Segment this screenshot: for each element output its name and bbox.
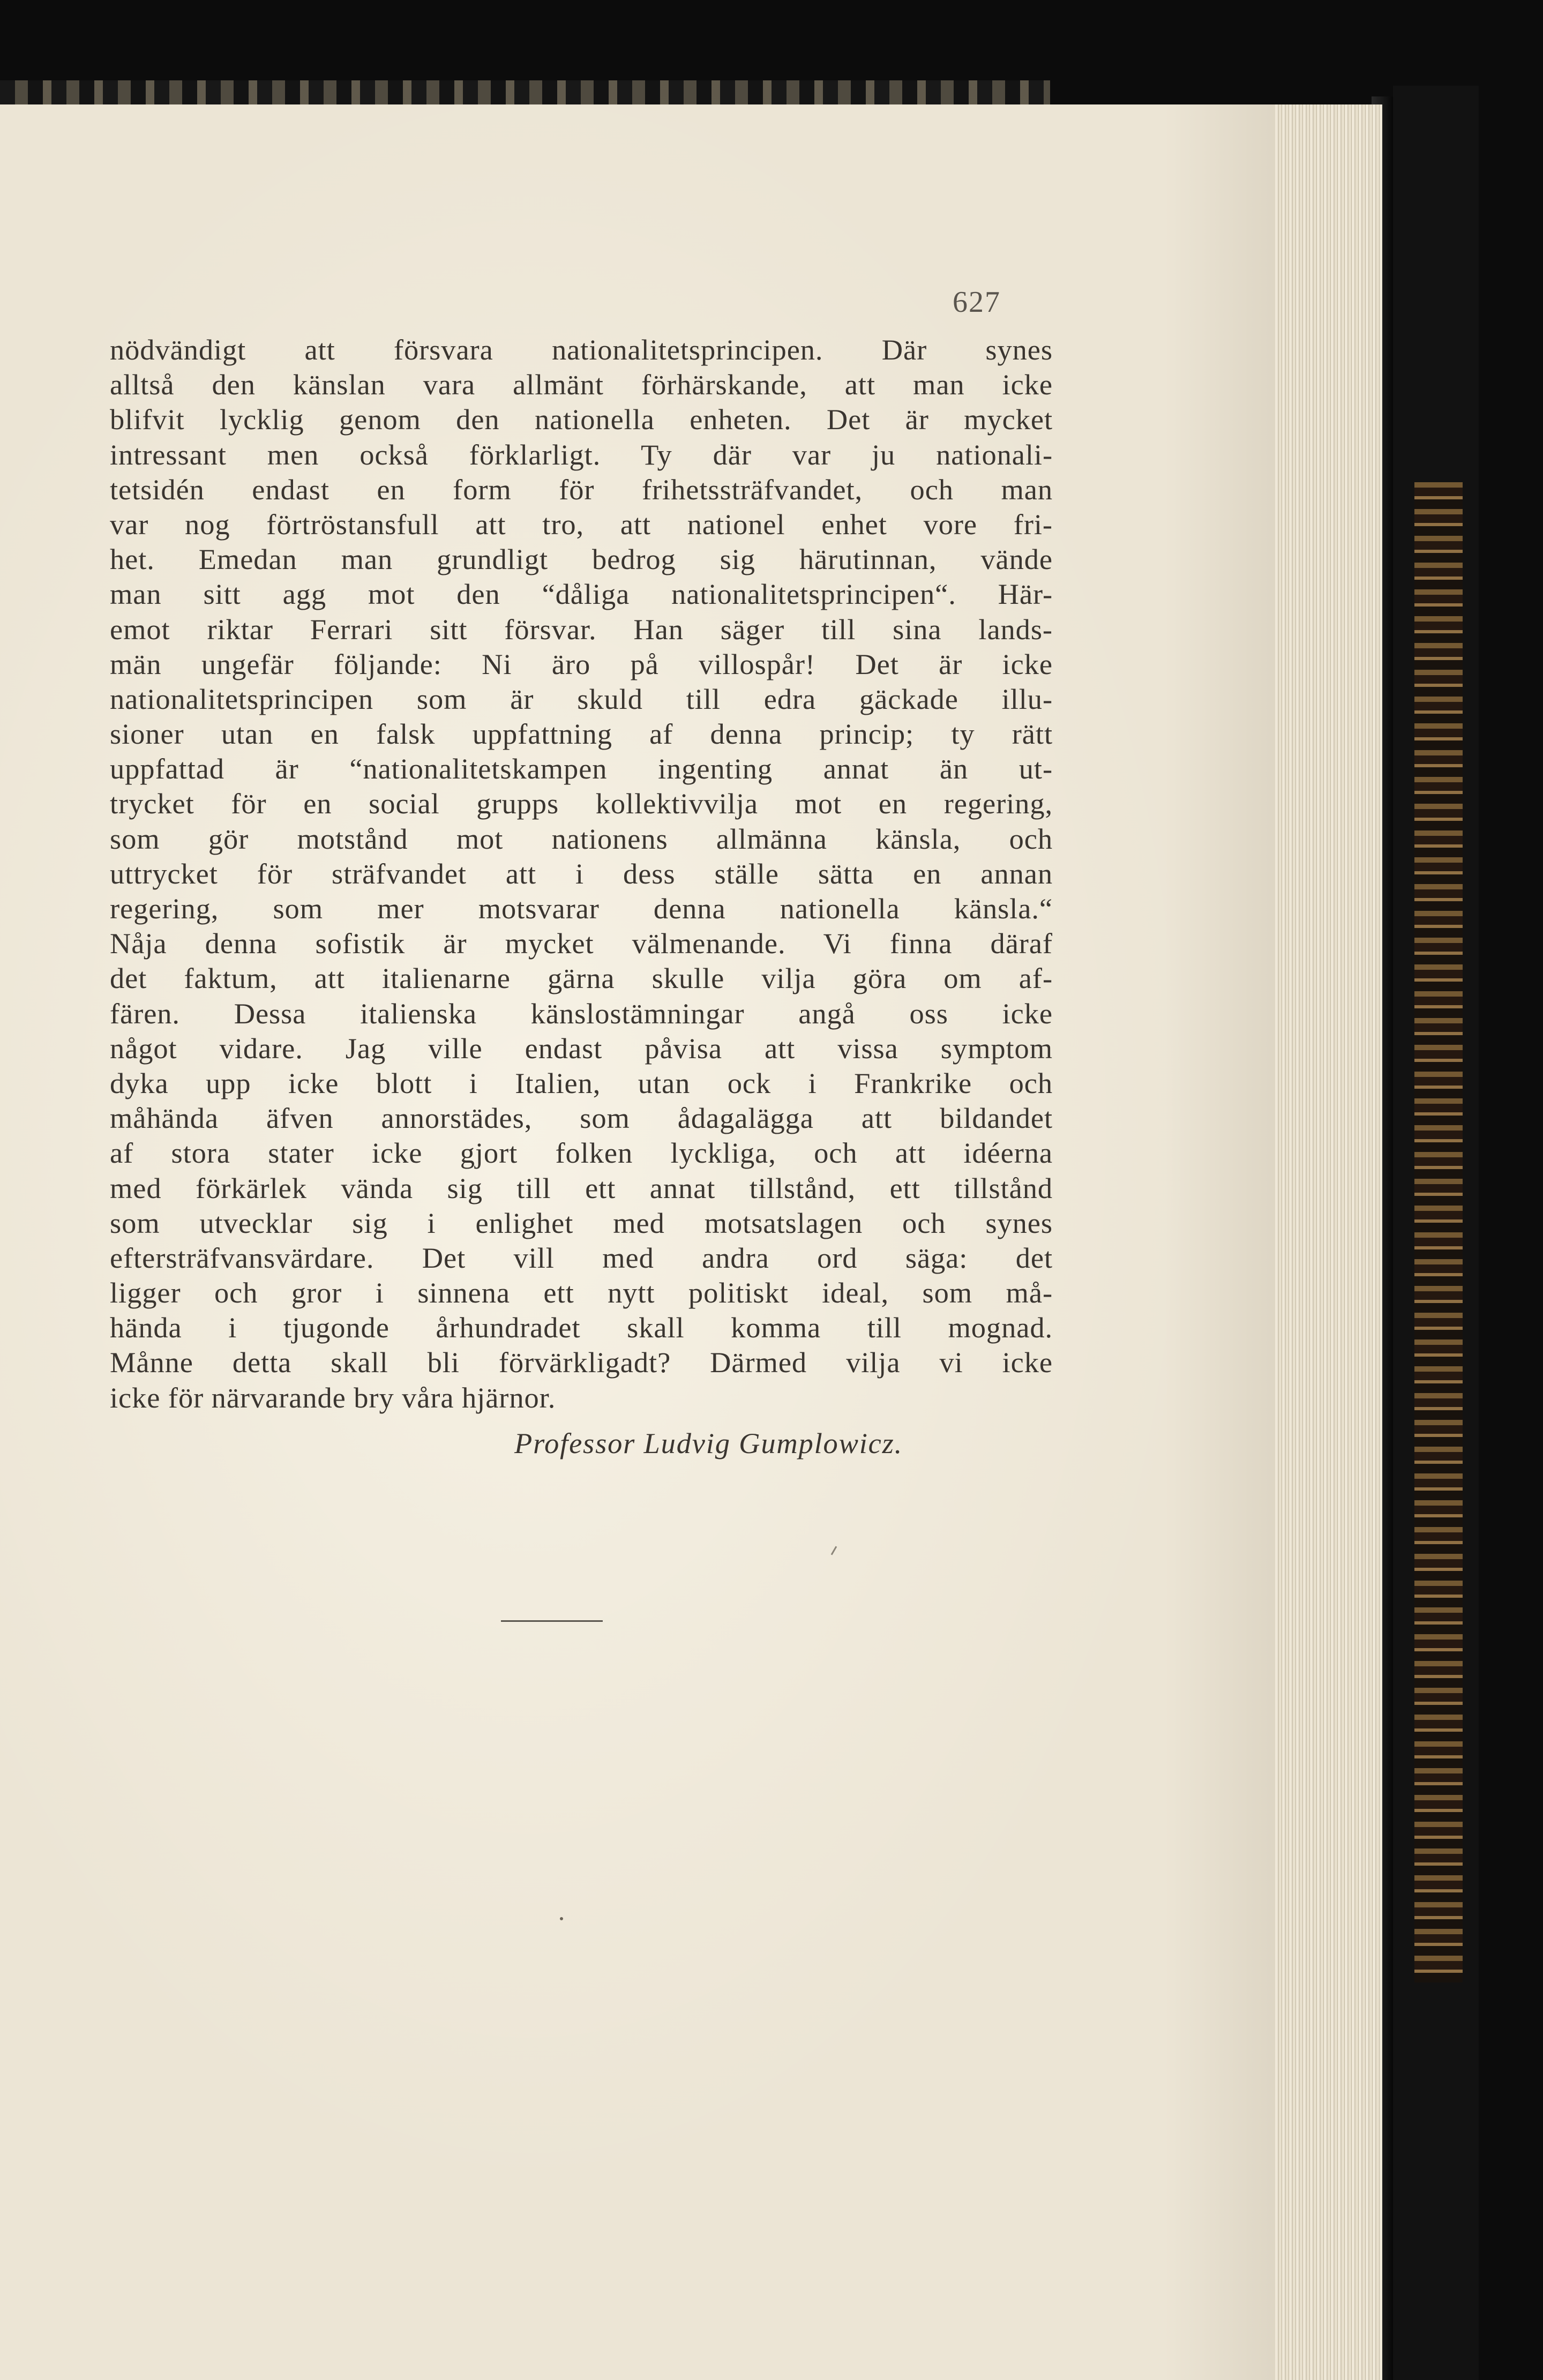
stacked-page-edges [1275,104,1382,2380]
text-line: eftersträfvansvärdare. Det vill med andra ord säga: det [110,1241,1053,1274]
text-line: emot riktar Ferrari sitt försvar. Han säger till sina lands- [110,612,1053,646]
spine-gilt-pattern [1414,482,1463,1982]
text-line: nödvändigt att försvara nationalitetsprincipen. Där synes [110,333,1053,366]
author-signature: Professor Ludvig Gumplowicz. [514,1426,903,1460]
text-line: af stora stater icke gjort folken lyckliga, och att idéerna [110,1136,1053,1170]
text-line: ligger och gror i sinnena ett nytt politiskt ideal, som må- [110,1276,1053,1309]
body-text [110,332,1053,1461]
text-line: alltså den känslan vara allmänt förhärskande, att man icke [110,368,1053,401]
text-line: som utvecklar sig i enlighet med motsatslagen och synes [110,1206,1053,1239]
text-line: sioner utan en falsk uppfattning af denna princip; ty rätt [110,717,1053,751]
page-number: 627 [953,286,1001,319]
text-line: het. Emedan man grundligt bedrog sig härutinnan, vände [110,543,1053,576]
text-line: Nåja denna sofistik är mycket välmenande. Vi finna däraf [110,927,1053,960]
text-line: det faktum, att italienarne gärna skulle vilja göra om af- [110,962,1053,995]
text-line: måhända äfven annorstädes, som ådagalägga att bildandet [110,1102,1053,1135]
text-line: fären. Dessa italienska känslostämningar angå oss icke [110,997,1053,1030]
text-line: med förkärlek vända sig till ett annat tillstånd, ett tillstånd [110,1171,1053,1204]
text-line: man sitt agg mot den “dåliga nationalitetsprincipen“. Här- [110,578,1053,611]
text-line: något vidare. Jag ville endast påvisa att vissa symptom [110,1031,1053,1065]
text-line: uttrycket för sträfvandet att i dess ställe sätta en annan [110,857,1053,890]
text-line: nationalitetsprincipen som är skuld till edra gäckade illu- [110,682,1053,715]
text-line: var nog förtröstansfull att tro, att nationel enhet vore fri- [110,507,1053,541]
text-line: hända i tjugonde århundradet skall komma till mognad. [110,1311,1053,1344]
text-line: intressant men också förklarligt. Ty där var ju nationali- [110,438,1053,471]
text-line: uppfattad är “nationalitetskampen ingenting annat än ut- [110,752,1053,785]
text-line: män ungefär följande: Ni äro på villospår! Det är icke [110,647,1053,680]
text-line: tetsidén endast en form för frihetssträfvandet, och man [110,473,1053,506]
text-line: blifvit lycklig genom den nationella enheten. Det är mycket [110,403,1053,436]
text-line: dyka upp icke blott i Italien, utan ock i Frankrike och [110,1066,1053,1099]
closing-rule [501,1620,603,1622]
text-line: icke för närvarande bry våra hjärnor. [110,1381,556,1414]
text-line: trycket för en social grupps kollektivvilja mot en regering, [110,787,1053,820]
text-line: regering, som mer motsvarar denna nationella känsla.“ [110,892,1053,925]
paper-speck [560,1917,563,1920]
text-line: Månne detta skall bli förvärkligadt? Därmed vilja vi icke [110,1346,1053,1379]
text-line: som gör motstånd mot nationens allmänna känsla, och [110,822,1053,855]
